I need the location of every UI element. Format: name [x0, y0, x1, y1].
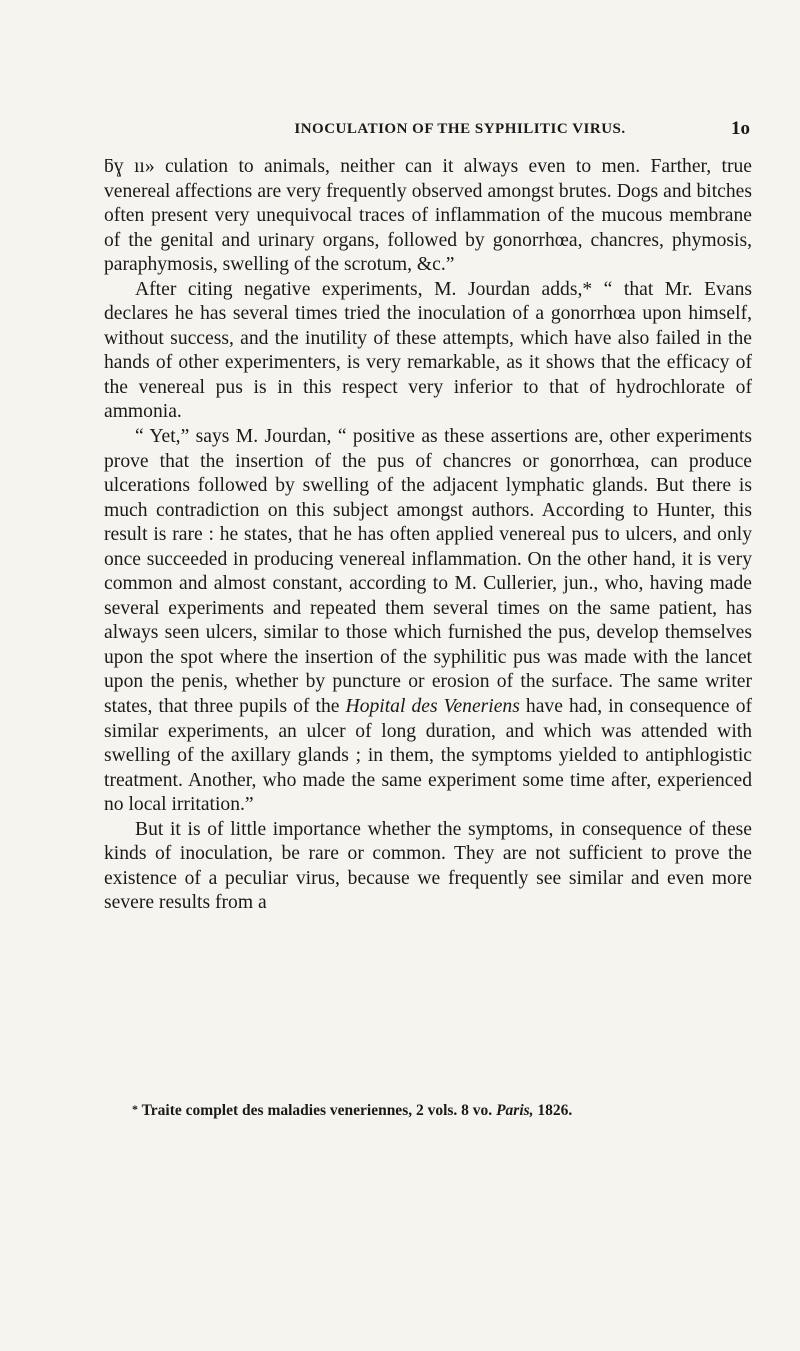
paragraph-3-text-a: “ Yet,” says M. Jourdan, “ positive as these assertions are, other experiments prove that the insertion of the pus of chancres or gonorrhœa, can produce ulcerations followed by swelling of the adjacent lymphatic glands. But there is much contradiction on this subject amongst authors. According to Hunter, this result is rare : he states, that he has often applied venereal pus to ulcers, and only once succeeded in producing venereal inflammation. On the other hand, it is very common and almost constant, according to M. Cullerier, jun., who, having made several experiments and repeated them several times on the same patient, has always seen ulcers, similar to those which furnished the pus, develop themselves upon the spot where the insertion of the syphilitic pus was made with the lancet upon the penis, whether by puncture or erosion of the surface. The same writer states, that three pupils of the	[104, 426, 752, 718]
body-text	[104, 155, 752, 916]
hospital-name: Hopital des Veneriens	[345, 696, 520, 718]
footnote-mark: *	[132, 1102, 138, 1116]
footnote-place: Paris,	[496, 1102, 534, 1119]
running-header	[150, 114, 750, 144]
page-number: 1o	[731, 118, 750, 139]
paragraph-3-text-b: have had, in consequence of similar experiments, an ulcer of long duration, and which was attended with swelling of the axillary glands ; in them, the symptoms yielded to antiphlogistic treatment. Another, who made the same experiment some time after, experienced no local irritation.”	[104, 696, 753, 816]
paragraph-2: After citing negative experiments, M. Jourdan adds,* “ that Mr. Evans declares he has several times tried the inoculation of a gonorrhœa upon himself, without success, and the inutility of these attempts, which have also failed in the hands of other experimenters, is very remarkable, as it shows that the efficacy of the venereal pus is in this respect very inferior to that of hydrochlorate of ammonia.	[104, 278, 752, 423]
paragraph-1: ƃɣ ıı» culation to animals, neither can it always even to men. Farther, true venereal affections are very frequently observed amongst brutes. Dogs and bitches often present very unequivocal traces of inflammation of the mucous membrane of the genital and urinary organs, followed by gonorrhœa, chancres, phymosis, paraphymosis, swelling of the scrotum, &c.”	[104, 156, 752, 276]
footnote-year: 1826.	[537, 1102, 573, 1119]
running-title: INOCULATION OF THE SYPHILITIC VIRUS.	[294, 120, 626, 137]
footnote	[132, 1099, 752, 1121]
paragraph-4: But it is of little importance whether the symptoms, in consequence of these kinds of inoculation, be rare or common. They are not sufficient to prove the existence of a peculiar virus, because we frequently see similar and even more severe results from a	[104, 818, 752, 914]
footnote-text: Traite complet des maladies veneriennes, 2 vols. 8 vo.	[141, 1102, 493, 1119]
paragraph-3	[104, 425, 752, 818]
